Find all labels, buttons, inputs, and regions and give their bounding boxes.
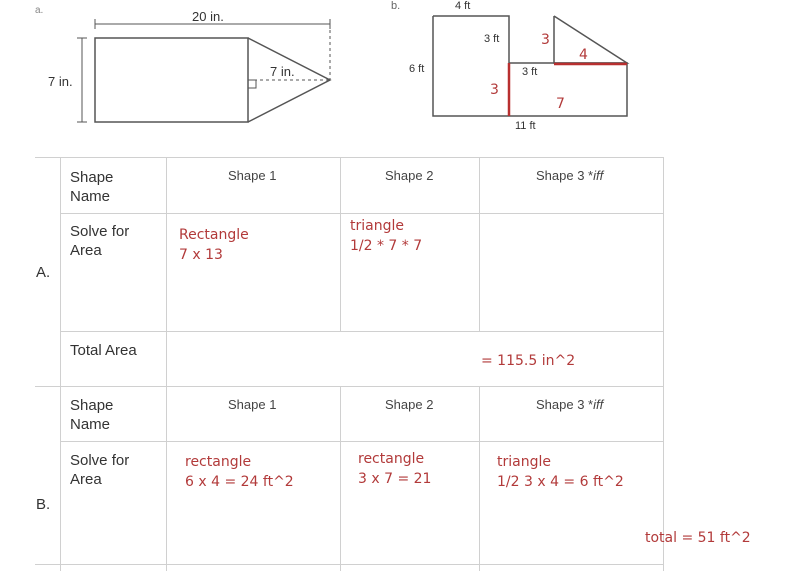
col-header-shape2-a: Shape 2 xyxy=(385,168,434,183)
row-header-shape-name-b: Shape Name xyxy=(70,397,114,433)
table-col-line-2b xyxy=(340,386,341,571)
figure-b-annot-tri-hyp: 4 xyxy=(579,47,588,63)
table-col-line-2a xyxy=(340,157,341,331)
cell-a-shape1: Rectangle 7 x 13 xyxy=(179,227,249,263)
cell-a-shape2: triangle 1/2 * 7 * 7 xyxy=(350,218,423,254)
table-col-line-3a xyxy=(479,157,480,331)
table-col-line-1 xyxy=(166,157,167,571)
col-header-shape3-a: Shape 3 *iff xyxy=(536,168,604,183)
cell-b-shape2: rectangle 3 x 7 = 21 xyxy=(358,451,432,487)
table-col-line-0 xyxy=(60,157,61,571)
triangle-shape-b xyxy=(554,16,627,63)
row-header-total-a: Total Area xyxy=(70,342,137,359)
section-a-label: A. xyxy=(36,264,51,281)
figure-b-left-dim: 6 ft xyxy=(409,63,425,75)
figure-b-top-dim: 4 ft xyxy=(455,0,471,12)
section-b-label: B. xyxy=(36,496,51,513)
figure-b-annot-bottom-right: 7 xyxy=(556,96,565,112)
col-header-shape1-a: Shape 1 xyxy=(228,168,277,183)
figure-b-bottom-dim: 11 ft xyxy=(515,120,536,132)
table-row-line-1 xyxy=(60,213,664,214)
col-header-shape1-b: Shape 1 xyxy=(228,397,277,412)
table-border-top xyxy=(35,157,664,158)
table-row-line-2 xyxy=(60,331,664,332)
table-col-line-3b xyxy=(479,386,480,571)
cell-b-shape1: rectangle 6 x 4 = 24 ft^2 xyxy=(185,454,294,490)
col-header-shape2-b: Shape 2 xyxy=(385,397,434,412)
figure-a-height-dimension: 7 in. xyxy=(270,64,295,79)
row-header-solve-a: Solve for Area xyxy=(70,223,130,259)
row-header-solve-b: Solve for Area xyxy=(70,452,130,488)
table-border-bottom xyxy=(35,564,664,565)
figure-a-label: a. xyxy=(35,5,44,16)
figure-b-annot-left-vert: 3 xyxy=(490,82,499,98)
cell-a-total: = 115.5 in^2 xyxy=(481,353,576,369)
table-section-divider xyxy=(35,386,664,387)
cell-b-shape3: triangle 1/2 3 x 4 = 6 ft^2 xyxy=(497,454,624,490)
figure-b-annot-tri-left: 3 xyxy=(541,32,550,48)
table-col-line-right xyxy=(663,157,664,571)
table-row-line-3 xyxy=(60,441,664,442)
b-total-annotation: total = 51 ft^2 xyxy=(645,530,751,546)
figure-b-mid-dim: 3 ft xyxy=(522,66,538,78)
figure-b-inner-top-dim: 3 ft xyxy=(484,33,500,45)
figure-b-label: b. xyxy=(391,0,401,12)
figure-a-left-dimension: 7 in. xyxy=(48,74,73,89)
row-header-shape-name-a: Shape Name xyxy=(70,169,114,205)
col-header-shape3-b: Shape 3 *iff xyxy=(536,397,604,412)
figure-a-top-dimension: 20 in. xyxy=(192,9,224,24)
